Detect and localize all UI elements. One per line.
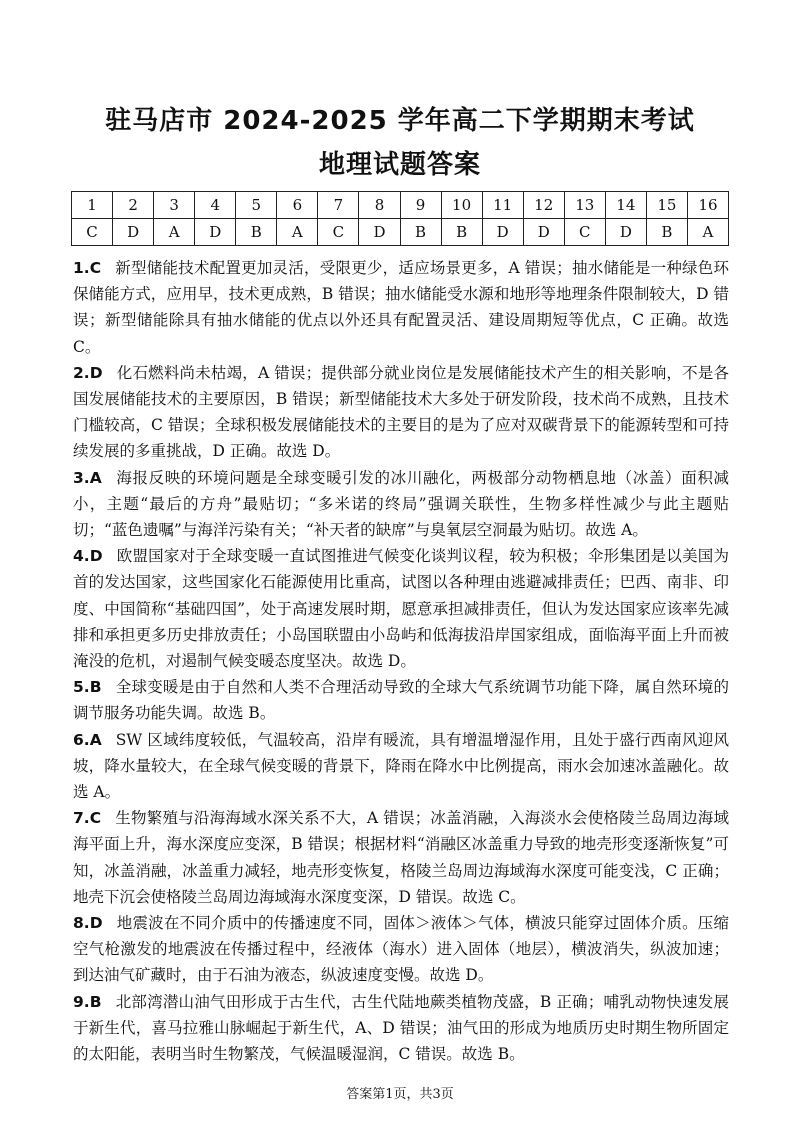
answer-cell: D	[359, 219, 400, 246]
question-number: 5.	[73, 678, 90, 697]
answer-letter: A	[89, 730, 102, 749]
answer-cell: A	[687, 219, 728, 246]
question-number-cell: 7	[318, 192, 359, 219]
explanation-text: SW 区域纬度较低，气温较高，沿岸有暖流，具有增温增湿作用，且处于盛行西南风迎风坡，降水量较大，在全球气候变暖的背景下，降雨在降水中比例提高，雨水会加速冰盖融化。故选 A。	[73, 730, 729, 802]
explanation-text: 北部湾潜山油气田形成于古生代，古生代陆地蕨类植物茂盛，B 正确；哺乳动物快速发展于新生代，喜马拉雅山脉崛起于新生代，A、D 错误；油气田的形成为地质历史时期生物所固定的太阳能，表明当时生物繁茂，气候温暖湿润，C 错误。故选 B。	[73, 992, 729, 1064]
answer-cell: D	[113, 219, 154, 246]
answer-cell: D	[605, 219, 646, 246]
explanation-text: 化石燃料尚未枯竭，A 错误；提供部分就业岗位是发展储能技术产生的相关影响，不是各国发展储能技术的主要原因，B 错误；新型储能技术大多处于研发阶段，技术尚不成熟，且技术门槛较高，C 错误；全球积极发展储能技术的主要目的是为了应对双碳背景下的能源转型和可持续发展的多重挑战，D 正确。故选 D。	[73, 363, 729, 461]
answer-letter: C	[89, 809, 102, 828]
explanation-text: 欧盟国家对于全球变暖一直试图推进气候变化谈判议程，较为积极；伞形集团是以美国为首的发达国家，这些国家化石能源使用比重高，试图以各种理由逃避减排责任；巴西、南非、印度、中国简称“基础四国”，处于高速发展时期，愿意承担减排责任，但认为发达国家应该率先减排和承担更多历史排放责任；小岛国联盟由小岛屿和低海拔沿岸国家组成，面临海平面上升而被淹没的危机，对遏制气候变暖态度坚决。故选 D。	[73, 547, 729, 671]
question-number-cell: 12	[523, 192, 564, 219]
question-number-cell: 9	[400, 192, 441, 219]
question-number-cell: 6	[277, 192, 318, 219]
explanation-item	[73, 360, 729, 465]
answer-table	[71, 191, 729, 246]
explanation-item	[73, 805, 729, 910]
question-number-cell: 15	[646, 192, 687, 219]
exam-subtitle: 地理试题答案	[318, 150, 481, 180]
answer-cell: B	[646, 219, 687, 246]
question-number-cell: 2	[113, 192, 154, 219]
answer-letter: D	[89, 547, 103, 566]
question-number-cell: 1	[72, 192, 113, 219]
question-number-cell: 16	[687, 192, 728, 219]
explanation-text: 地震波在不同介质中的传播速度不同，固体＞液体＞气体，横波只能穿过固体介质。压缩空气枪激发的地震波在传播过程中，经液体（海水）进入固体（地层），横波消失，纵波加速；到达油气矿藏时，由于石油为液态，纵波速度变慢。故选 D。	[73, 914, 729, 985]
question-number: 2.	[73, 363, 90, 382]
answer-table-number-row	[72, 192, 729, 219]
answer-letter: B	[89, 992, 102, 1011]
answer-cell: D	[482, 219, 523, 246]
question-number: 8.	[73, 914, 90, 933]
answer-cell: C	[564, 219, 605, 246]
question-number-cell: 14	[605, 192, 646, 219]
question-number-cell: 4	[195, 192, 236, 219]
explanation-item	[73, 989, 729, 1068]
page-footer: 答案第1页，共3页	[346, 1087, 454, 1102]
answer-letter: A	[89, 468, 102, 487]
question-number: 9.	[73, 992, 90, 1011]
explanation-item	[73, 727, 729, 806]
answer-cell: C	[72, 219, 113, 246]
question-number: 1.	[73, 259, 90, 277]
answer-cell: D	[195, 219, 236, 246]
question-number-cell: 5	[236, 192, 277, 219]
explanation-list	[73, 255, 729, 1067]
explanation-item	[73, 674, 729, 726]
explanation-text: 海报反映的环境问题是全球变暖引发的冰川融化，两极部分动物栖息地（冰盖）面积减小，主题“最后的方舟”最贴切；“多米诺的终局”强调关联性，生物多样性减少与此主题贴切；“蓝色遗嘱”与海洋污染有关；“补天者的缺席”与臭氧层空洞最为贴切。故选 A。	[73, 468, 729, 540]
answer-letter: C	[89, 259, 102, 277]
explanation-item	[73, 255, 729, 360]
answer-letter: D	[89, 363, 103, 382]
explanation-text: 全球变暖是由于自然和人类不合理活动导致的全球大气系统调节功能下降，属自然环境的调节服务功能失调。故选 B。	[73, 678, 729, 723]
explanation-text: 生物繁殖与沿海海域水深关系不大，A 错误；冰盖消融，入海淡水会使格陵兰岛周边海域海平面上升，海水深度应变深，B 错误；根据材料“消融区冰盖重力导致的地壳形变逐渐恢复”可知，冰盖消融，冰盖重力减轻，地壳形变恢复，格陵兰岛周边海域海水深度可能变浅，C 正确；地壳下沉会使格陵兰岛周边海域海水深度变深，D 错误。故选 C。	[73, 809, 729, 906]
explanation-text: 新型储能技术配置更加灵活，受限更少，适应场景更多，A 错误；抽水储能是一种绿色环保储能方式，应用早，技术更成熟，B 错误；抽水储能受水源和地形等地理条件限制较大，D 错误；新型储能除具有抽水储能的优点以外还具有配置灵活、建设周期短等优点，C 正确。故选 C。	[73, 259, 729, 356]
answer-cell: D	[523, 219, 564, 246]
answer-cell: C	[318, 219, 359, 246]
answer-letter: B	[89, 678, 102, 697]
answer-cell: A	[154, 219, 195, 246]
answer-letter: D	[89, 914, 103, 933]
question-number-cell: 3	[154, 192, 195, 219]
answer-table-answer-row	[72, 219, 729, 246]
explanation-item	[73, 465, 729, 544]
question-number-cell: 13	[564, 192, 605, 219]
answer-cell: B	[400, 219, 441, 246]
question-number: 4.	[73, 547, 90, 566]
question-number: 3.	[73, 468, 90, 487]
answer-cell: B	[236, 219, 277, 246]
question-number: 6.	[73, 730, 90, 749]
question-number-cell: 8	[359, 192, 400, 219]
answer-cell: B	[441, 219, 482, 246]
explanation-item	[73, 543, 729, 674]
exam-title: 驻马店市 2024-2025 学年高二下学期期末考试	[105, 106, 695, 136]
question-number-cell: 10	[441, 192, 482, 219]
question-number: 7.	[73, 809, 90, 828]
answer-cell: A	[277, 219, 318, 246]
question-number-cell: 11	[482, 192, 523, 219]
explanation-item	[73, 910, 729, 989]
